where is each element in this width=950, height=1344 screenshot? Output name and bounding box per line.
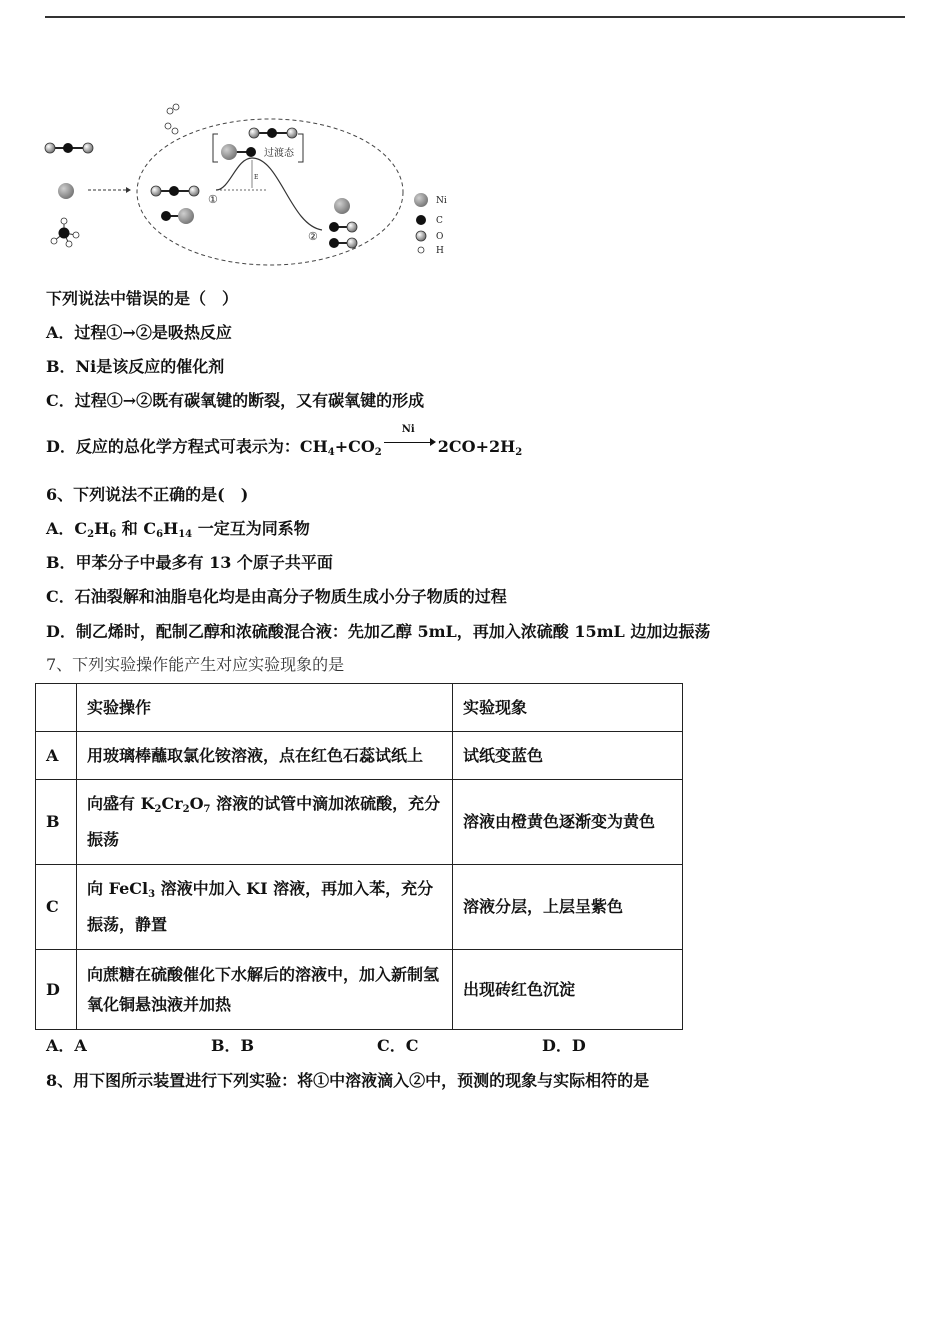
svg-text:H: H — [436, 246, 444, 256]
svg-text:E: E — [254, 174, 259, 181]
reaction-mechanism-diagram — [40, 100, 460, 275]
catalyst-arrow-icon: Ni — [384, 434, 436, 448]
svg-text:Ni: Ni — [436, 196, 447, 206]
row-label: A — [36, 732, 77, 780]
q7-option-a[interactable]: A．A — [46, 1036, 87, 1055]
row-operation: 用玻璃棒蘸取氯化铵溶液，点在红色石蕊试纸上 — [77, 732, 453, 780]
energy-curve — [216, 158, 322, 230]
header-phenomenon: 实验现象 — [453, 684, 683, 732]
table-row — [36, 865, 683, 950]
inner-co2-icon — [151, 186, 199, 196]
ni-atom-icon — [58, 183, 74, 199]
svg-text:C: C — [436, 216, 443, 226]
q5-option-c[interactable]: C．过程①→②既有碳氧键的断裂，又有碳氧键的形成 — [46, 391, 425, 410]
q6-option-d[interactable]: D．制乙烯时，配制乙醇和浓硫酸混合液：先加乙醇 5mL，再加入浓硫酸 15mL 边加边振荡 — [46, 622, 711, 641]
q8-stem: 8、用下图所示装置进行下列实验：将①中溶液滴入②中，预测的现象与实际相符的是 — [46, 1071, 650, 1090]
q5-option-a[interactable]: A．过程①→②是吸热反应 — [46, 323, 232, 342]
q6-option-c[interactable]: C．石油裂解和油脂皂化均是由高分子物质生成小分子物质的过程 — [46, 587, 507, 606]
hydrogen-molecule-icon — [165, 104, 179, 134]
q7-option-d[interactable]: D．D — [542, 1036, 586, 1055]
table-row — [36, 780, 683, 865]
transition-state-label: 过渡态 — [264, 148, 294, 159]
methane-molecule-icon — [51, 218, 79, 247]
step2-label: ② — [308, 230, 318, 243]
row-phenomenon: 溶液由橙黄色逐渐变为黄色 — [453, 780, 683, 865]
q7-option-b[interactable]: B．B — [211, 1036, 255, 1055]
step1-label: ① — [208, 193, 218, 206]
atom-legend — [414, 193, 447, 256]
table-corner-cell — [36, 684, 77, 732]
table-row — [36, 732, 683, 780]
experiment-table — [35, 683, 683, 1030]
row-phenomenon: 溶液分层，上层呈紫色 — [453, 865, 683, 950]
co2-molecule-icon — [45, 143, 93, 153]
q5-option-d[interactable]: D．反应的总化学方程式可表示为：$CH_4+CO_2$ Ni $2CO+2H_2$ — [46, 424, 523, 458]
header-rule — [45, 16, 905, 18]
row-label: C — [36, 865, 77, 950]
transition-co2-icon — [249, 128, 297, 138]
q7-stem: 7、下列实验操作能产生对应实验现象的是 — [46, 655, 345, 674]
row-label: D — [36, 950, 77, 1030]
row-phenomenon: 试纸变蓝色 — [453, 732, 683, 780]
table-row — [36, 950, 683, 1030]
row-operation: 向盛有 $K_2Cr_2O_7$ 溶液的试管中滴加浓硫酸，充分振荡 — [77, 780, 453, 865]
q7-option-c[interactable]: C．C — [377, 1036, 419, 1055]
q6-option-a[interactable]: A．$C_2H_6$ 和 $C_6H_{14}$ 一定互为同系物 — [46, 519, 310, 540]
row-phenomenon: 出现砖红色沉淀 — [453, 950, 683, 1030]
svg-text:O: O — [436, 232, 444, 242]
q6-option-b[interactable]: B．甲苯分子中最多有 13 个原子共平面 — [46, 553, 333, 572]
q5-stem: 下列说法中错误的是（ ） — [46, 289, 239, 308]
row-operation: 向蔗糖在硫酸催化下水解后的溶液中，加入新制氢氧化铜悬浊液并加热 — [77, 950, 453, 1030]
row-operation: 向 FeCl$_3$ 溶液中加入 KI 溶液，再加入苯，充分振荡，静置 — [77, 865, 453, 950]
header-operation: 实验操作 — [77, 684, 453, 732]
row-label: B — [36, 780, 77, 865]
q6-stem: 6、下列说法不正确的是( ) — [46, 485, 249, 504]
q5-option-b[interactable]: B．Ni是该反应的催化剂 — [46, 357, 225, 376]
co-molecules-icon — [329, 222, 357, 248]
